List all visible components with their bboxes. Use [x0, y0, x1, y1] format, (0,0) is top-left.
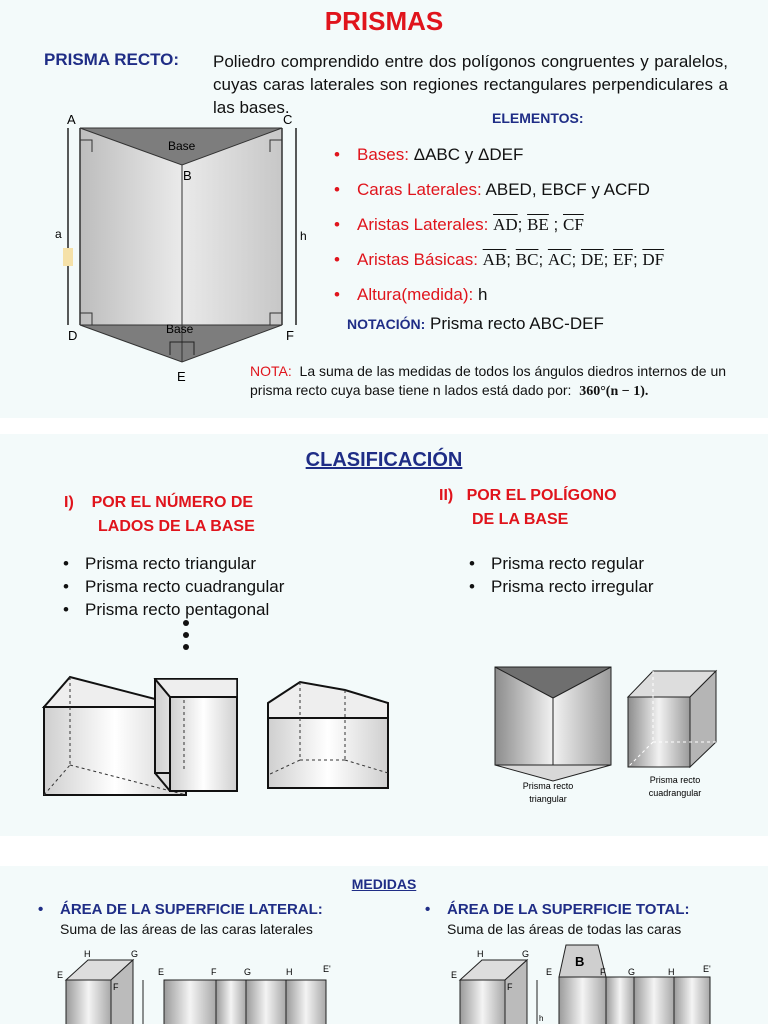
edge-a-label: a	[55, 227, 62, 241]
group1-title: I) POR EL NÚMERO DE LADOS DE LA BASE	[64, 494, 255, 535]
group1-list	[60, 552, 284, 621]
group2-list	[466, 552, 654, 598]
vertex-e-label: E	[177, 369, 186, 384]
elements-heading: ELEMENTOS:	[492, 110, 584, 126]
measures-heading: MEDIDAS	[351, 876, 417, 892]
lateral-net-figure	[50, 945, 350, 1024]
tnet-label-g2: G	[628, 967, 636, 977]
definition-label: PRISMA RECTO:	[44, 50, 180, 69]
tnet-label-f: F	[507, 982, 513, 992]
edge-h-label: h	[300, 229, 307, 243]
page-title: PRISMAS	[324, 6, 444, 36]
net-label-h2: H	[286, 967, 293, 977]
vertex-a-label: A	[67, 112, 76, 127]
tnet-label-b: B	[575, 954, 585, 969]
tnet-label-f2: F	[600, 967, 606, 977]
element-item-aristas-laterales: • Aristas Laterales: $\overline{AD}$; $\overline{BE}$ ; $\overline{CF}$	[334, 215, 584, 234]
element-item-bases: • Bases: ΔABC y ΔDEF	[334, 145, 524, 164]
element-item-aristas-basicas: • Aristas Básicas: $\overline{AB}$; $\overline{BC}$; $\overline{AC}$; $\overline{DE}$; $\overline{EF}$; $\overline{DF}$	[334, 250, 665, 269]
definition-text: Poliedro comprendido entre dos polígonos congruentes y paralelos, cuyas caras laterales son regiones rectangulares perpendiculares a las bases.	[213, 52, 728, 117]
net-label-f2: F	[211, 967, 217, 977]
list-item: • Prisma recto pentagonal	[63, 600, 270, 619]
tnet-label-e2: E	[546, 967, 553, 977]
total-area-subtitle: Suma de las áreas de todas las caras	[447, 921, 682, 937]
lateral-area-title: ÁREA DE LA SUPERFICIE LATERAL:	[60, 901, 323, 918]
list-item: • Prisma recto cuadrangular	[63, 577, 285, 596]
definition-section	[0, 0, 768, 418]
caption-cuadrangular-2: cuadrangular	[648, 788, 702, 798]
net-label-e2: E	[158, 967, 165, 977]
list-item: • Prisma recto triangular	[63, 554, 257, 573]
tnet-label-e: E	[451, 970, 458, 980]
net-label-e: E	[57, 970, 64, 980]
tnet-label-h: H	[477, 949, 484, 959]
vertex-b-label: B	[183, 168, 192, 183]
element-item-altura: • Altura(medida): h	[334, 285, 488, 304]
note: NOTA: La suma de las medidas de todos los ángulos diedros internos de un prisma recto cuya base tiene n lados está dado por: 360°(n − 1).	[250, 363, 727, 399]
caption-triangular-1: Prisma recto	[522, 781, 574, 791]
tnet-label-h2: H	[668, 967, 675, 977]
pentagonal-prism-figure	[268, 682, 388, 788]
prism-diagram	[48, 108, 318, 388]
ellipsis-dots	[180, 619, 192, 653]
net-label-h: H	[84, 949, 91, 959]
tnet-label-eprime: E'	[703, 964, 711, 974]
irregular-square-prism-figure	[628, 671, 716, 798]
top-base-label: Base	[168, 139, 196, 153]
list-item: • Prisma recto regular	[469, 554, 645, 573]
group2-title: II) POR EL POLÍGONO DE LA BASE	[439, 487, 617, 528]
net-label-g2: G	[244, 967, 252, 977]
elements-list	[334, 143, 664, 318]
total-area-block: • ÁREA DE LA SUPERFICIE TOTAL: Suma de las áreas de todas las caras	[425, 901, 690, 937]
caption-triangular-2: triangular	[529, 794, 567, 804]
lateral-area-subtitle: Suma de las áreas de las caras laterales	[60, 921, 313, 937]
regular-triangular-prism-figure	[495, 667, 611, 804]
vertex-d-label: D	[68, 328, 78, 343]
total-net-figure	[440, 940, 740, 1024]
total-area-title: ÁREA DE LA SUPERFICIE TOTAL:	[447, 901, 690, 918]
lateral-area-block: • ÁREA DE LA SUPERFICIE LATERAL: Suma de las áreas de las caras laterales	[38, 901, 323, 937]
net-label-g: G	[131, 949, 139, 959]
bottom-base-label: Base	[166, 322, 194, 336]
tnet-label-hh: h	[539, 1014, 544, 1023]
notation: NOTACIÓN: Prisma recto ABC-DEF	[347, 314, 604, 333]
vertex-f-label: F	[286, 328, 294, 343]
vertex-c-label: C	[283, 112, 293, 127]
caption-cuadrangular-1: Prisma recto	[649, 775, 701, 785]
element-item-caras: • Caras Laterales: ABED, EBCF y ACFD	[334, 180, 650, 199]
net-label-f: F	[113, 982, 119, 992]
classification-section	[0, 434, 768, 836]
classification-heading: CLASIFICACIÓN	[305, 449, 463, 471]
classification-figures	[0, 654, 768, 836]
net-label-eprime: E'	[323, 964, 331, 974]
tnet-label-g: G	[522, 949, 530, 959]
list-item: • Prisma recto irregular	[469, 577, 654, 596]
